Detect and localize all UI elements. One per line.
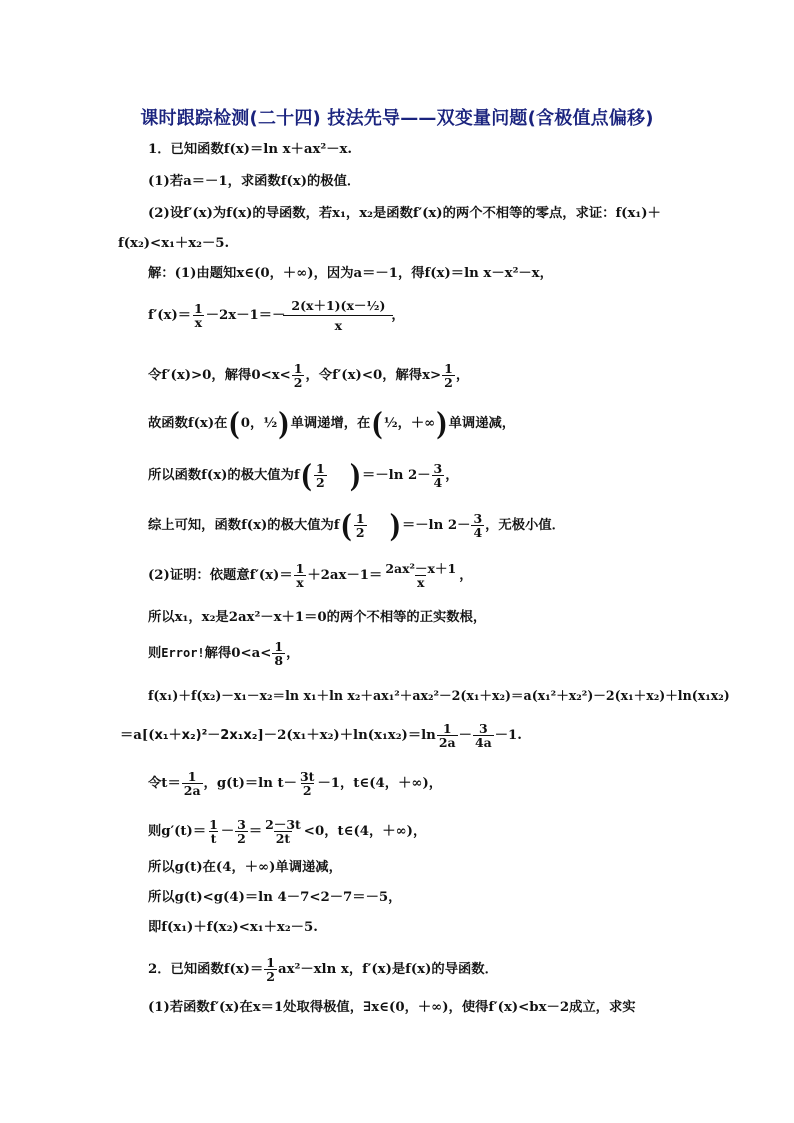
sub-text-2: ，g(t)＝ln t－: [203, 775, 297, 791]
fraction-1-over-t: $\frac{1}{t}$: [209, 817, 218, 847]
q2-stem: [148, 956, 498, 983]
max-text-1: 所以函数f(x)的极大值为f: [148, 467, 300, 483]
p2-text-3: ，: [459, 567, 473, 583]
q1-inequality: 所以g(t)<g(4)＝ln 4－7<2－7＝－5，: [148, 890, 402, 905]
fraction-1-over-2a: $\frac{1}{2a}$: [183, 769, 201, 799]
sign-text-2: ，令f′(x)<0，解得x>: [305, 367, 442, 383]
then-text-3: ，: [286, 645, 300, 661]
q1-conclusion: 即f(x₁)＋f(x₂)<x₁＋x₂－5.: [148, 920, 318, 935]
q1-part2-line2: f(x₂)<x₁＋x₂－5.: [118, 236, 230, 251]
q1-expand-line2: [120, 722, 522, 749]
q2-part1: (1)若函数f′(x)在x＝1处取得极值，∃x∈(0，＋∞)，使得f′(x)<bx－2成立，求实: [148, 1000, 636, 1015]
expand-text-4: －: [458, 727, 472, 743]
fraction-1-over-x: $\frac{1}{x}$: [295, 561, 305, 591]
q1-part2-derivative: [148, 562, 472, 589]
deriv-big-fraction: $\frac{\text{2(x＋1)(x－½)}}{x}$: [287, 298, 389, 333]
gd-text-2: －: [220, 823, 235, 839]
q1-g-derivative: [148, 818, 426, 845]
fraction-half: $\frac{1}{2}$: [355, 511, 365, 541]
q1-part2-line1: (2)设f′(x)为f(x)的导函数，若x₁，x₂是函数f′(x)的两个不相等的零点，求证：f(x₁)＋: [148, 206, 661, 221]
page-title: 课时跟踪检测(二十四) 技法先导——双变量问题(含极值点偏移): [140, 108, 654, 129]
right-paren: ): [278, 404, 290, 443]
q1-sign-analysis: [148, 362, 469, 389]
q1-then: [148, 640, 299, 667]
summary-text-1: 综上可知，函数f(x)的极大值为f: [148, 517, 340, 533]
fraction-half: $\frac{1}{2}$: [293, 361, 303, 391]
q2-text-2: ax²－xln x，f′(x)是f(x)的导函数．: [277, 961, 498, 977]
right-paren: ): [436, 404, 448, 443]
q1-roots: 所以x₁，x₂是2ax²－x＋1＝0的两个不相等的正实数根，: [148, 610, 487, 625]
then-text-2: 解得0<a<: [204, 645, 272, 661]
fraction-1-over-2a: $\frac{1}{2a}$: [438, 721, 456, 751]
sub-text-1: 令t＝: [148, 775, 181, 791]
fraction-3-over-4: $\frac{3}{4}$: [433, 461, 443, 491]
q1-part1: (1)若a＝－1，求函数f(x)的极值．: [148, 174, 361, 189]
then-text-1: 则: [148, 645, 162, 661]
q1-solution-intro: 解：(1)由题知x∈(0，＋∞)，因为a＝－1，得f(x)＝ln x－x²－x，: [148, 266, 553, 281]
sign-text-3: ，: [455, 367, 470, 383]
gd-text-1: 则g′(t)＝: [148, 823, 207, 839]
fraction-3-over-4a: $\frac{3}{4a}$: [474, 721, 492, 751]
expand-text-3: ]－2(x₁＋x₂)＋ln(x₁x₂)＝ln: [257, 727, 436, 743]
fraction-combined: $\frac{2-3t}{2t}$: [265, 817, 301, 847]
q2-text-1: 2．已知函数f(x)＝: [148, 961, 264, 977]
q1-max-value: [148, 456, 459, 494]
fraction-3-over-2: $\frac{3}{2}$: [237, 817, 246, 847]
fraction-half: $\frac{1}{2}$: [315, 461, 325, 491]
summary-text-2: ＝－ln 2－: [401, 517, 471, 533]
gd-text-4: <0，t∈(4，＋∞)，: [303, 823, 427, 839]
deriv-end: ，: [391, 307, 405, 323]
fraction-quadratic-over-x: $\frac{\text{2ax²－x＋1}}{x}$: [385, 561, 457, 591]
p2-text-1: (2)证明：依题意f′(x)＝: [148, 567, 293, 583]
q1-substitution: [148, 770, 442, 797]
max-text-2: ＝－ln 2－: [362, 467, 431, 483]
right-paren: ): [389, 506, 401, 544]
deriv-lhs: f′(x)＝: [148, 307, 192, 323]
q1-summary: [148, 506, 565, 544]
fraction-half: $\frac{1}{2}$: [266, 955, 275, 985]
q1-monotonic: [148, 404, 516, 443]
mono-text-3: 单调递减，: [448, 416, 516, 432]
expand-text-5: －1.: [494, 727, 522, 743]
sign-text-1: 令f′(x)>0，解得0<x<: [148, 367, 291, 383]
fraction-3t-over-2: $\frac{3t}{2}$: [299, 769, 315, 799]
gd-text-3: ＝: [248, 823, 263, 839]
q1-derivative: [148, 298, 405, 333]
q1-decreasing: 所以g(t)在(4，＋∞)单调递减，: [148, 860, 342, 875]
fraction-1-over-x: $\frac{1}{x}$: [194, 300, 203, 330]
right-paren: ): [349, 456, 362, 494]
q1-stem: 1．已知函数f(x)＝ln x＋ax²－x.: [148, 142, 353, 157]
interval-decreasing: ½，＋∞: [383, 416, 436, 432]
sub-text-3: －1，t∈(4，＋∞)，: [317, 775, 443, 791]
max-text-3: ，: [445, 467, 459, 483]
summary-text-3: ，无极小值．: [485, 517, 565, 533]
error-text: Error!: [161, 646, 205, 661]
p2-text-2: ＋2ax－1＝: [307, 567, 383, 583]
left-paren: (: [340, 506, 352, 544]
q1-expand-line1: f(x₁)＋f(x₂)－x₁－x₂＝ln x₁＋ln x₂＋ax₁²＋ax₂²－2(x₁＋x₂)＝a(x₁²＋x₂²)－2(x₁＋x₂)＋ln(x₁x₂): [148, 688, 730, 703]
fraction-1-over-8: $\frac{1}{8}$: [274, 639, 284, 669]
expand-text-1: ＝a[(: [120, 727, 155, 743]
left-paren: (: [371, 404, 383, 443]
expand-text-2: x₁＋x₂)²－2x₁x₂: [154, 727, 258, 743]
deriv-mid: －2x－1＝－: [205, 307, 286, 323]
mono-text-2: 单调递增，在: [290, 416, 371, 432]
fraction-half: $\frac{1}{2}$: [444, 361, 453, 391]
mono-text-1: 故函数f(x)在: [148, 416, 228, 432]
left-paren: (: [228, 404, 240, 443]
fraction-3-over-4: $\frac{3}{4}$: [473, 511, 483, 541]
left-paren: (: [300, 456, 312, 494]
interval-increasing: 0，½: [240, 416, 278, 432]
